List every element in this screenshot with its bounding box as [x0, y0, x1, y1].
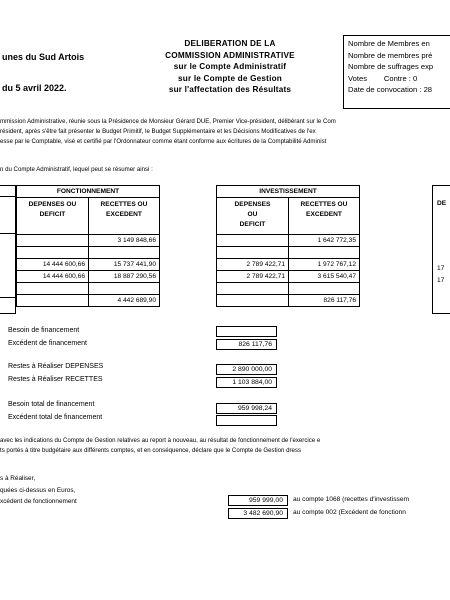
- label-column-frame: [0, 185, 16, 314]
- header-line: RECETTES OU: [100, 201, 148, 208]
- gestion-paragraph: [0, 436, 320, 456]
- affectation-line: xcédent de fonctionnement: [0, 498, 77, 505]
- excedent-total-label: Excédent total de financement: [8, 414, 103, 421]
- excedent-total-box: [216, 415, 277, 426]
- table-cell: [289, 283, 360, 295]
- ensemble-value-fragment: 17: [437, 265, 445, 272]
- header-line: EXCEDENT: [306, 211, 342, 218]
- besoin-total-value: 959 998,24: [216, 403, 277, 414]
- table-cell: 1 972 767,12: [289, 259, 360, 271]
- excedent-financement-value: 826 117,76: [216, 339, 277, 350]
- table-cell: 14 444 600,66: [17, 259, 89, 271]
- title-line: sur le Compte Administratif: [173, 62, 287, 71]
- label-column-line: [0, 196, 16, 197]
- deliberation-title: [150, 38, 310, 96]
- table-cell: 2 789 422,71: [217, 271, 289, 283]
- affectation-1068-text: au compte 1068 (recettes d'investissem: [293, 496, 409, 503]
- gestion-line: ts portés à titre budgétaire aux différents comptes, et en conséquence, déclare que le Compte de Gestion dress: [0, 447, 302, 454]
- restes-depenses-value: 2 890 000,00: [216, 364, 277, 375]
- recettes-header: [89, 198, 160, 235]
- header-line: EXCEDENT: [106, 211, 142, 218]
- ensemble-value-fragment: 17: [437, 277, 445, 284]
- intro-line: mmission Administrative, réunie sous la Présidence de Monsieur Gérard DUE, Premier Vice-président, délibérant sur le Com: [0, 118, 336, 125]
- title-line: sur le Compte de Gestion: [178, 73, 282, 83]
- restes-recettes-value: 1 103 884,00: [216, 377, 277, 388]
- affectation-line: quées ci-dessus en Euros,: [0, 487, 76, 494]
- excedent-financement-label: Excédent de financement: [8, 340, 87, 347]
- membership-info-box: [343, 35, 450, 109]
- table-cell: 826 117,76: [289, 295, 360, 307]
- info-line: Date de convocation : 28: [348, 85, 433, 94]
- info-line: Nombre de membres pré: [348, 50, 433, 60]
- section-label: n du Compte Administratif, lequel peut se résumer ainsi :: [0, 166, 153, 173]
- header-line: DEPENSES OU: [28, 201, 77, 208]
- affectation-1068-value: 959 999,00: [228, 495, 288, 506]
- info-line: Votes Contre : 0: [348, 73, 418, 83]
- table-cell: [217, 283, 289, 295]
- info-line: Nombre de suffrages exp: [348, 62, 434, 71]
- info-line: Nombre de Membres en: [348, 39, 430, 48]
- depenses-header: [17, 198, 89, 235]
- recettes-header: [289, 198, 360, 235]
- besoin-financement-box: [216, 326, 277, 337]
- affectation-line: s à Réaliser,: [0, 475, 36, 482]
- table-cell: 2 789 422,71: [217, 259, 289, 271]
- intro-line: esse par le Comptable, visé et certifié par l'Ordonnateur comme étant conforme aux écritures de la Comptabilité Administ: [0, 138, 327, 145]
- table-cell: [89, 283, 160, 295]
- table-cell: [89, 247, 160, 259]
- table-cell: [17, 283, 89, 295]
- investissement-title: INVESTISSEMENT: [217, 186, 360, 198]
- header-line: DEFICIT: [239, 221, 266, 228]
- ensemble-header-fragment: DE: [437, 200, 447, 207]
- table-cell: 18 887 290,56: [89, 271, 160, 283]
- meeting-date-fragment: du 5 avril 2022.: [2, 83, 67, 93]
- table-cell: [17, 235, 89, 247]
- table-cell: 3 615 540,47: [289, 271, 360, 283]
- table-cell: 15 737 441,90: [89, 259, 160, 271]
- title-line: sur l'affectation des Résultats: [168, 85, 292, 94]
- fonctionnement-table: [16, 185, 160, 307]
- depenses-header: [217, 198, 289, 235]
- header-line: OU: [247, 211, 258, 218]
- intro-line: résident, après s'être fait présenter le Budget Primitif, le Budget Supplémentaire et les Décisions Modificatives de l'ex: [0, 128, 316, 135]
- header-line: RECETTES OU: [300, 201, 348, 208]
- gestion-line: avec les indications du Compte de Gestion relatives au report à nouveau, au résultat de fonctionnement de l'exercice e: [0, 437, 321, 444]
- affectation-002-value: 3 482 690,90: [228, 508, 288, 519]
- table-cell: [217, 235, 289, 247]
- table-cell: [17, 247, 89, 259]
- table-cell: 14 444 600,66: [17, 271, 89, 283]
- intro-paragraph: [0, 117, 336, 147]
- table-cell: [217, 247, 289, 259]
- table-cell: 1 642 772,35: [289, 235, 360, 247]
- table-cell: [17, 295, 89, 307]
- label-column-line: [0, 297, 16, 298]
- table-cell: 3 149 848,66: [89, 235, 160, 247]
- restes-depenses-label: Restes à Réaliser DEPENSES: [8, 363, 104, 370]
- investissement-table: [216, 185, 360, 307]
- header-line: DEFICIT: [39, 211, 66, 218]
- title-line: DELIBERATION DE LA: [184, 39, 276, 48]
- affectation-002-text: au compte 002 (Excédent de fonctionn: [293, 509, 406, 516]
- label-column-line: [0, 233, 16, 234]
- besoin-financement-label: Besoin de financement: [8, 327, 80, 334]
- fonctionnement-title: FONCTIONNEMENT: [17, 186, 160, 198]
- besoin-total-label: Besoin total de financement: [8, 401, 95, 408]
- table-cell: [289, 247, 360, 259]
- table-cell: [217, 295, 289, 307]
- title-line: COMMISSION ADMINISTRATIVE: [165, 50, 295, 60]
- org-name-fragment: unes du Sud Artois: [2, 52, 85, 62]
- header-line: DEPENSES: [234, 201, 271, 208]
- table-cell: 4 442 689,90: [89, 295, 160, 307]
- restes-recettes-label: Restes à Réaliser RECETTES: [8, 376, 103, 383]
